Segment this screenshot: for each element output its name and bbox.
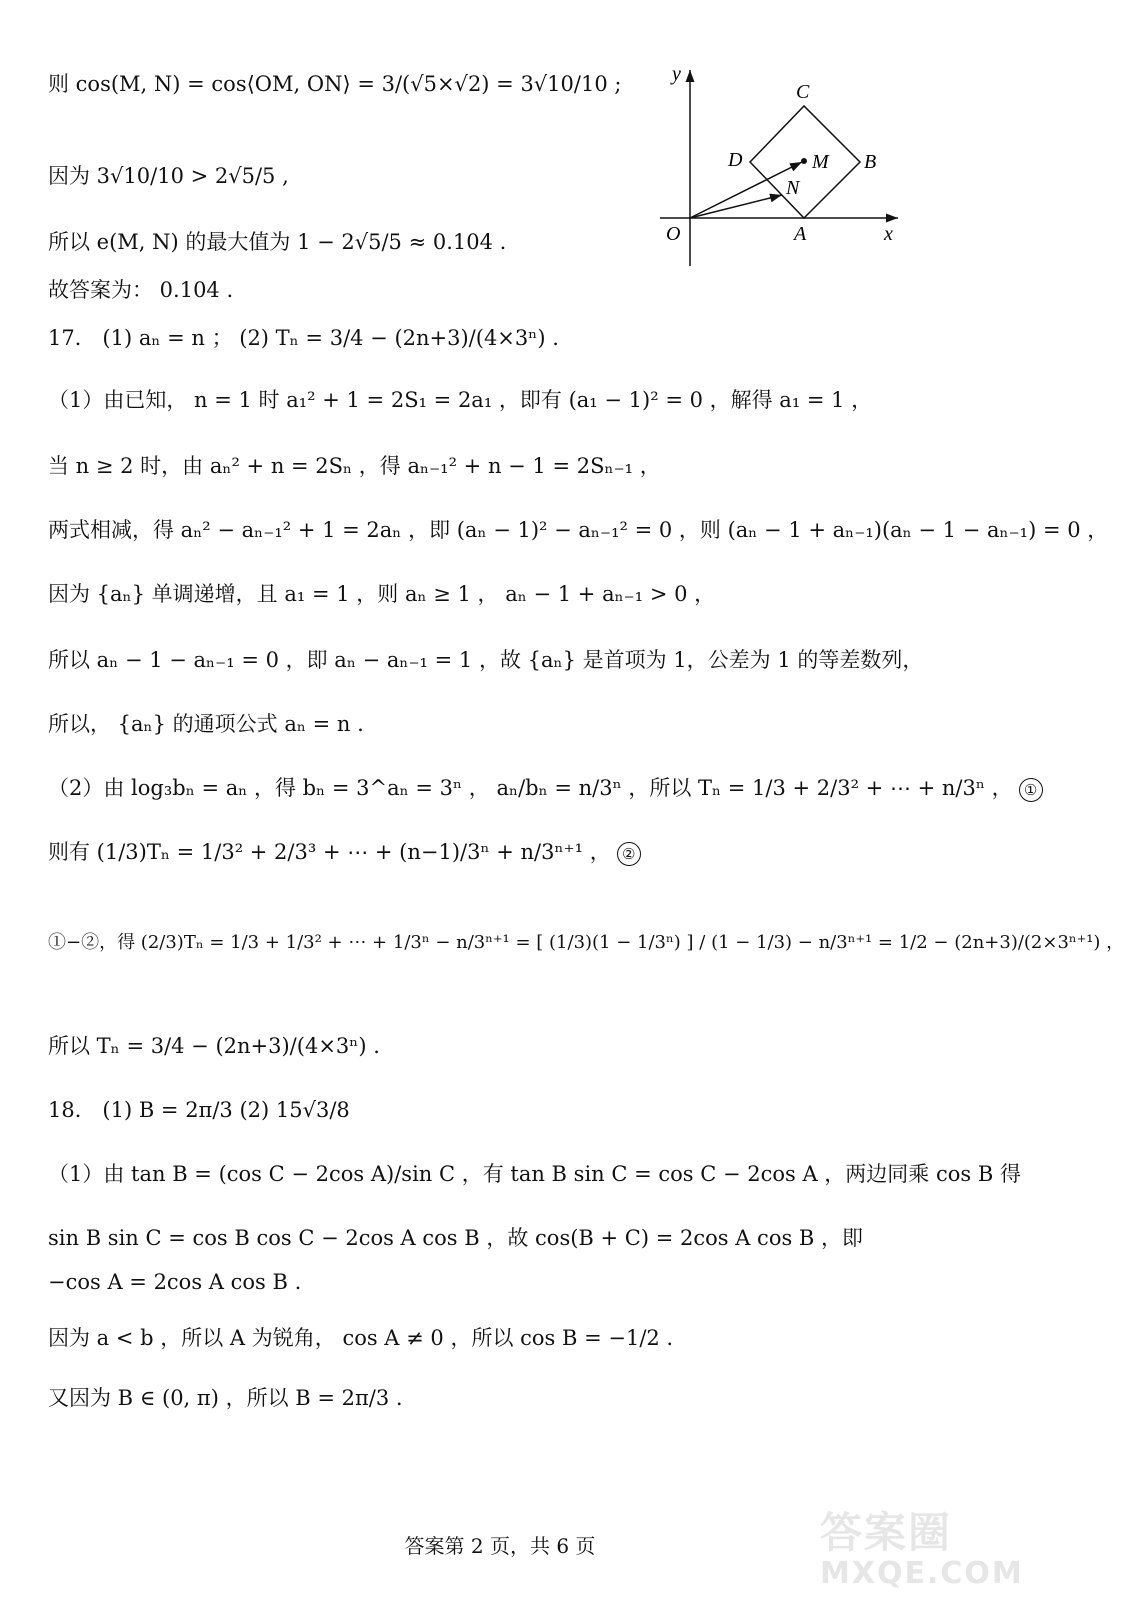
geometry-figure	[652, 58, 912, 278]
line-max-value: 所以 e(M, N) 的最大值为 1 − 2√5/5 ≈ 0.104 .	[48, 230, 507, 254]
label-x: x	[884, 223, 893, 245]
line-q17-2-d: 所以 Tₙ = 3/4 − (2n+3)/(4×3ⁿ) .	[48, 1034, 380, 1058]
line-q17-1-e: 所以 aₙ − 1 − aₙ₋₁ = 0 ，即 aₙ − aₙ₋₁ = 1 ，故 {aₙ} 是首项为 1，公差为 1 的等差数列，	[48, 648, 924, 672]
line-q17-1-d: 因为 {aₙ} 单调递增，且 a₁ = 1 ，则 aₙ ≥ 1 ， aₙ − 1 + aₙ₋₁ > 0 ，	[48, 582, 716, 606]
label-b: B	[864, 151, 877, 173]
line-q17-1-b: 当 n ≥ 2 时，由 aₙ² + n = 2Sₙ ，得 aₙ₋₁² + n − 1 = 2Sₙ₋₁ ，	[48, 454, 661, 478]
line-q17-1-f: 所以， {aₙ} 的通项公式 aₙ = n .	[48, 712, 364, 736]
label-m: M	[812, 151, 829, 173]
line-cos-mn: 则 cos(M, N) = cos⟨OM, ON⟩ = 3/(√5×√2) = 3√10/10 ;	[48, 72, 622, 96]
line-q18-answer: 18． (1) B = 2π/3 (2) 15√3/8	[48, 1098, 350, 1122]
text: 则有 (1/3)Tₙ = 1/3² + 2/3³ + ⋯ + (n−1)/3ⁿ + n/3ⁿ⁺¹ ，	[48, 840, 611, 864]
label-d: D	[728, 149, 743, 171]
text: （2）由 log₃bₙ = aₙ ，得 bₙ = 3^aₙ = 3ⁿ ， aₙ/bₙ = n/3ⁿ ，所以 Tₙ = 1/3 + 2/3² + ⋯ + n/3ⁿ ，	[48, 776, 1013, 800]
marker-two: ②	[617, 842, 641, 866]
line-q17-2-b	[48, 836, 641, 866]
line-q18-1-a: （1）由 tan B = (cos C − 2cos A)/sin C ，有 tan B sin C = cos C − 2cos A ，两边同乘 cos B 得	[48, 1162, 1021, 1186]
label-o: O	[666, 223, 681, 245]
point-m	[801, 158, 807, 164]
marker-one: ①	[1019, 778, 1043, 802]
watermark-line1: 答案圈	[820, 1508, 953, 1557]
watermark-line2: MXQE.COM	[820, 1556, 1024, 1591]
line-compare: 因为 3√10/10 > 2√5/5 ,	[48, 164, 289, 188]
page-footer: 答案第 2 页，共 6 页	[404, 1534, 596, 1558]
line-q17-1-a: （1）由已知， n = 1 时 a₁² + 1 = 2S₁ = 2a₁ ，即有 (a₁ − 1)² = 0 ，解得 a₁ = 1 ，	[48, 388, 873, 412]
label-n: N	[786, 177, 800, 199]
line-q18-1-d: 因为 a < b ，所以 A 为锐角， cos A ≠ 0 ，所以 cos B = −1/2 .	[48, 1326, 674, 1350]
line-answer-16: 故答案为： 0.104 .	[48, 278, 234, 302]
line-q17-2-a	[48, 772, 1043, 802]
line-q18-1-c: −cos A = 2cos A cos B .	[48, 1270, 302, 1294]
label-y: y	[672, 63, 681, 85]
label-c: C	[796, 81, 810, 103]
line-q18-1-e: 又因为 B ∈ (0, π) ，所以 B = 2π/3 .	[48, 1386, 403, 1410]
line-q17-1-c: 两式相减，得 aₙ² − aₙ₋₁² + 1 = 2aₙ ，即 (aₙ − 1)² − aₙ₋₁² = 0 ，则 (aₙ − 1 + aₙ₋₁)(aₙ − 1 − aₙ₋₁) = 0 ，	[48, 518, 1109, 542]
vector-on	[690, 195, 782, 218]
line-q17-answer: 17． (1) aₙ = n ； (2) Tₙ = 3/4 − (2n+3)/(4×3ⁿ) .	[48, 326, 559, 350]
line-q18-1-b: sin B sin C = cos B cos C − 2cos A cos B ，故 cos(B + C) = 2cos A cos B ，即	[48, 1226, 864, 1250]
line-q17-2-c: ①−②，得 (2/3)Tₙ = 1/3 + 1/3² + ⋯ + 1/3ⁿ − n/3ⁿ⁺¹ = [ (1/3)(1 − 1/3ⁿ) ] / (1 − 1/3) − n/3ⁿ⁺¹ = 1/2 − (2n+3)/(2×3ⁿ⁺¹) ，	[48, 932, 1124, 953]
label-a: A	[794, 223, 807, 245]
watermark-logo	[820, 1500, 1024, 1600]
